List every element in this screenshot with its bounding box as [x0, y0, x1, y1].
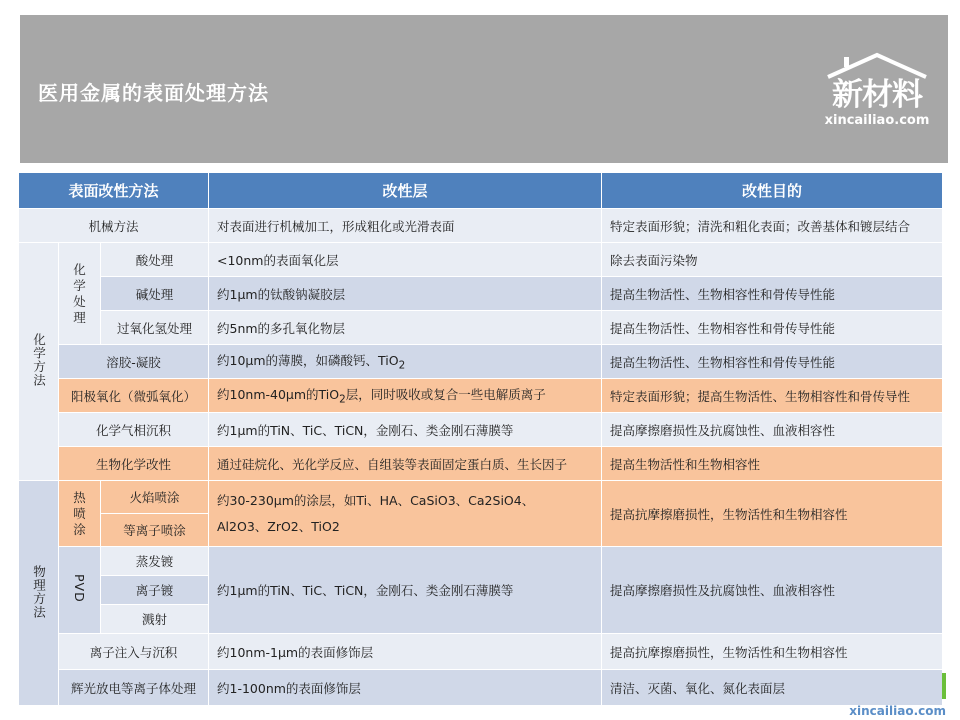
logo-name: 新材料: [832, 77, 922, 113]
layer-cell: <10nm的表面氧化层: [209, 243, 602, 277]
layer-text: 约10nm-40μm的TiO: [217, 387, 340, 403]
method-cell: 辉光放电等离子体处理: [59, 670, 209, 706]
table-row: [19, 379, 943, 413]
layer-cell: 约1μm的TiN、TiC、TiCN，金刚石、类金刚石薄膜等: [209, 547, 602, 634]
table-row: [19, 413, 943, 447]
method-cell: 酸处理: [101, 243, 209, 277]
header-layer: 改性层: [209, 173, 602, 209]
purpose-cell: 提高摩擦磨损性及抗腐蚀性、血液相容性: [602, 547, 943, 634]
table-row: [19, 447, 943, 481]
header-purpose: 改性目的: [602, 173, 943, 209]
layer-cell: [209, 379, 602, 413]
xincailiao-logo: [812, 45, 942, 137]
purpose-cell: 除去表面污染物: [602, 243, 943, 277]
layer-text: 层，同时吸收或复合一些电解质离子: [345, 387, 546, 403]
logo-url: xincailiao.com: [824, 113, 930, 128]
table-row: [19, 634, 943, 670]
method-cell: 离子注入与沉积: [59, 634, 209, 670]
accent-bar: [942, 673, 946, 699]
table-row: [19, 243, 943, 277]
slide-title: 医用金属的表面处理方法: [38, 81, 269, 105]
layer-text: 约10μm的薄膜，如磷酸钙、TiO: [217, 353, 399, 369]
method-cell: 溶胶-凝胶: [59, 345, 209, 379]
purpose-cell: 提高生物活性和生物相容性: [602, 447, 943, 481]
group-label: 化学处理: [73, 261, 86, 325]
group-label: 物理方法: [31, 564, 47, 619]
method-cell: 机械方法: [19, 209, 209, 243]
method-cell: 生物化学改性: [59, 447, 209, 481]
layer-cell: 通过硅烷化、光化学反应、自组装等表面固定蛋白质、生长因子: [209, 447, 602, 481]
purpose-cell: 提高抗摩擦磨损性，生物活性和生物相容性: [602, 481, 943, 547]
table-row: [19, 277, 943, 311]
footer-url: xincailiao.com: [849, 704, 946, 718]
table-row: [19, 345, 943, 379]
subscript: 2: [398, 359, 406, 372]
purpose-cell: 清洁、灭菌、氧化、氮化表面层: [602, 670, 943, 706]
group-label: PVD: [72, 574, 87, 603]
method-cell: 碱处理: [101, 277, 209, 311]
purpose-cell: 提高生物活性、生物相容性和骨传导性能: [602, 311, 943, 345]
purpose-cell: 特定表面形貌；提高生物活性、生物相容性和骨传导性: [602, 379, 943, 413]
table-row: [19, 670, 943, 706]
method-cell: 溅射: [101, 605, 209, 634]
title-bar: [20, 15, 948, 163]
purpose-cell: 提高生物活性、生物相容性和骨传导性能: [602, 277, 943, 311]
surface-treatment-table: [18, 172, 943, 706]
table-row: [19, 481, 943, 514]
layer-cell: 约5nm的多孔氧化物层: [209, 311, 602, 345]
layer-cell: [209, 481, 602, 547]
layer-cell: 约10nm-1μm的表面修饰层: [209, 634, 602, 670]
group-physical: [19, 481, 59, 706]
layer-cell: [209, 345, 602, 379]
method-cell: 化学气相沉积: [59, 413, 209, 447]
group-label: 化学方法: [31, 333, 47, 387]
method-cell: 过氧化氢处理: [101, 311, 209, 345]
method-cell: 蒸发镀: [101, 547, 209, 576]
group-label: 热喷涂: [73, 489, 86, 537]
layer-text: 约30-230μm的涂层，如Ti、HA、CaSiO3、Ca2SiO4、: [217, 492, 535, 508]
method-cell: 离子镀: [101, 576, 209, 605]
layer-cell: 约1-100nm的表面修饰层: [209, 670, 602, 706]
header-method: 表面改性方法: [19, 173, 209, 209]
purpose-cell: 提高抗摩擦磨损性，生物活性和生物相容性: [602, 634, 943, 670]
purpose-cell: 提高摩擦磨损性及抗腐蚀性、血液相容性: [602, 413, 943, 447]
method-cell: 阳极氧化（微弧氧化）: [59, 379, 209, 413]
group-chemical: [19, 243, 59, 481]
purpose-cell: 提高生物活性、生物相容性和骨传导性能: [602, 345, 943, 379]
purpose-cell: 特定表面形貌；清洗和粗化表面；改善基体和镀层结合: [602, 209, 943, 243]
method-cell: 等离子喷涂: [101, 514, 209, 547]
table-header-row: [19, 173, 943, 209]
group-chemical-treatment: [59, 243, 101, 345]
table-row: [19, 209, 943, 243]
group-thermal-spray: [59, 481, 101, 547]
group-pvd: [59, 547, 101, 634]
layer-cell: 对表面进行机械加工，形成粗化或光滑表面: [209, 209, 602, 243]
subscript: 2: [339, 393, 346, 406]
layer-text: Al2O3、ZrO2、TiO2: [217, 518, 340, 534]
method-cell: 火焰喷涂: [101, 481, 209, 514]
table-row: [19, 547, 943, 576]
layer-cell: 约1μm的TiN、TiC、TiCN，金刚石、类金刚石薄膜等: [209, 413, 602, 447]
table-row: [19, 311, 943, 345]
layer-cell: 约1μm的钛酸钠凝胶层: [209, 277, 602, 311]
